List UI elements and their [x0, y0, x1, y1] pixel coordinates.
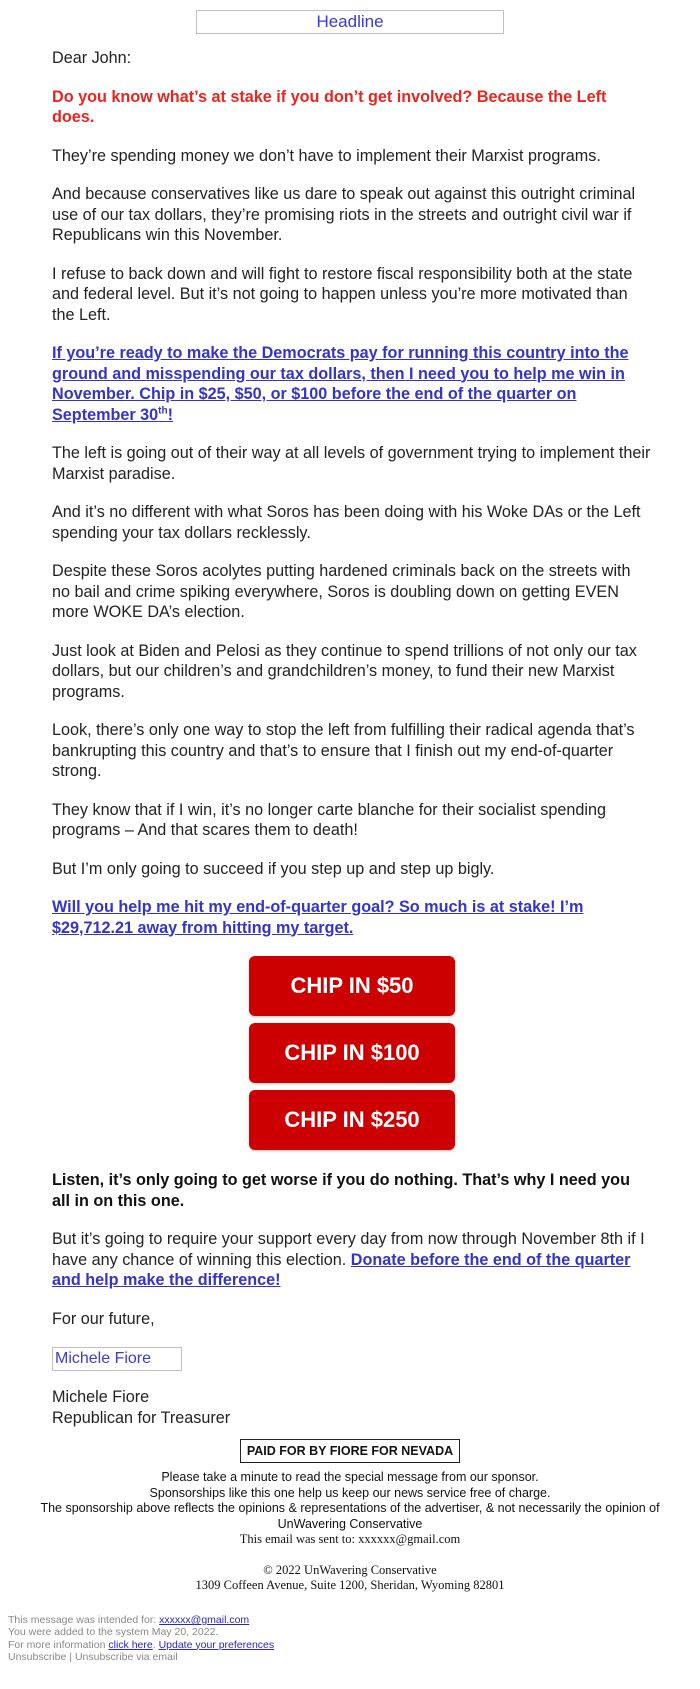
- unsubscribe-row: [8, 1651, 274, 1663]
- ordinal-suffix[interactable]: th: [158, 405, 168, 417]
- paragraph: Just look at Biden and Pelosi as they continue to spend trillions of not only our tax dollars, but our children’s and grandchildren’s money, to fund their new Marxist programs.: [52, 641, 637, 701]
- intended-label: This message was intended for:: [8, 1614, 160, 1626]
- paid-for-box: PAID FOR BY FIORE FOR NEVADA: [240, 1439, 460, 1463]
- paragraph: Look, there’s only one way to stop the left from fulfilling their radical agenda that’s bankrupting this country and that’s to ensure that I finish out my end-of-quarter strong.: [52, 721, 635, 780]
- update-preferences-link[interactable]: Update your preferences: [158, 1638, 275, 1651]
- donate-link-paragraph: [52, 343, 652, 425]
- sent-to: This email was sent to: xxxxxx@gmail.com: [239, 1532, 461, 1546]
- paragraph: Despite these Soros acolytes putting hardened criminals back on the streets with no bail and crime spiking everywhere, Soros is doubling down on getting EVEN more WOKE DA’s election.: [52, 562, 631, 621]
- goal-donate-link[interactable]: Will you help me hit my end-of-quarter goal? So much is at stake! I’m $29,712.21 away from hitting my target.: [52, 898, 584, 937]
- added-date: You were added to the system May 20, 2022.: [8, 1626, 219, 1639]
- chip-in-250-button[interactable]: CHIP IN $250: [249, 1090, 455, 1150]
- unsubscribe-email-link[interactable]: Unsubscribe via email: [74, 1650, 178, 1663]
- paragraph: And because conservatives like us dare to speak out against this outright criminal use of our tax dollars, they’re promising riots in the streets and outright civil war if Republicans win this November.: [52, 185, 636, 244]
- donate-link-end[interactable]: !: [167, 405, 174, 424]
- signer-name: Michele Fiore: [52, 1388, 150, 1406]
- chip-in-100-button[interactable]: CHIP IN $100: [249, 1023, 455, 1083]
- sponsor-disclaimer: The sponsorship above reflects the opinions & representations of the advertiser, & not necessarily the opinion of UnWavering Conservative: [40, 1501, 660, 1531]
- donate-link-text[interactable]: If you’re ready to make the Democrats pay for running this country into the ground and misspending our tax dollars, then I need you to help me win in November. Chip in $25, $50, or $100 before the end of the quarter on September 30: [52, 344, 629, 424]
- fine-print: [8, 1614, 274, 1663]
- copyright: © 2022 UnWavering Conservative: [263, 1562, 437, 1577]
- greeting: Dear John:: [52, 49, 132, 67]
- more-info: [8, 1639, 274, 1651]
- intended-for: [8, 1614, 274, 1626]
- address: 1309 Coffeen Avenue, Suite 1200, Sheridan, Wyoming 82801: [195, 1578, 505, 1592]
- unsubscribe-link[interactable]: Unsubscribe: [8, 1650, 67, 1663]
- pipe-separator: |: [66, 1650, 75, 1663]
- final-ask-text: But it’s going to require your support every day from now through November 8th if I have any chance of winning this election.: [52, 1230, 645, 1269]
- separator: .: [152, 1638, 159, 1651]
- intro-question: Do you know what’s at stake if you don’t get involved? Because the Left does.: [52, 87, 607, 126]
- donate-before-quarter-link[interactable]: Donate before the end of the quarter and help make the difference!: [52, 1250, 631, 1289]
- sponsor-footer: [0, 1439, 700, 1594]
- intended-email-link[interactable]: xxxxxx@gmail.com: [159, 1614, 250, 1626]
- paragraph: I refuse to back down and will fight to restore fiscal responsibility both at the state and federal level. But it’s not going to happen unless you’re more motivated than the Left.: [52, 264, 633, 324]
- chip-in-50-button[interactable]: CHIP IN $50: [249, 956, 455, 1016]
- paragraph: They’re spending money we don’t have to implement their Marxist programs.: [52, 146, 601, 165]
- final-ask-paragraph: [52, 1229, 652, 1291]
- closing: For our future,: [52, 1309, 155, 1328]
- signer-title: Republican for Treasurer: [52, 1408, 231, 1427]
- paragraph: But I’m only going to succeed if you step up and step up bigly.: [52, 859, 495, 878]
- donation-buttons: [52, 956, 652, 1150]
- paragraph: They know that if I win, it’s no longer carte blanche for their socialist spending programs – And that scares them to death!: [52, 800, 606, 839]
- sponsor-line: Sponsorships like this one help us keep our news service free of charge.: [149, 1485, 551, 1500]
- click-here-link[interactable]: click here: [108, 1638, 153, 1651]
- sponsor-line: Please take a minute to read the special message from our sponsor.: [161, 1470, 539, 1484]
- paragraph: The left is going out of their way at all levels of government trying to implement their Marxist paradise.: [52, 444, 651, 483]
- signature-image: Michele Fiore: [52, 1347, 182, 1371]
- headline-image: Headline: [196, 10, 504, 34]
- donate-link-chip-in[interactable]: [52, 344, 629, 424]
- sponsor-message: [0, 1470, 700, 1532]
- more-info-label: For more information: [8, 1638, 109, 1651]
- goal-link-paragraph: [52, 897, 652, 938]
- email-body: [52, 48, 652, 1428]
- urgent-paragraph: Listen, it’s only going to get worse if you do nothing. That’s why I need you all in on this one.: [52, 1171, 630, 1210]
- paragraph: And it’s no different with what Soros has been doing with his Woke DAs or the Left spending your tax dollars recklessly.: [52, 503, 641, 542]
